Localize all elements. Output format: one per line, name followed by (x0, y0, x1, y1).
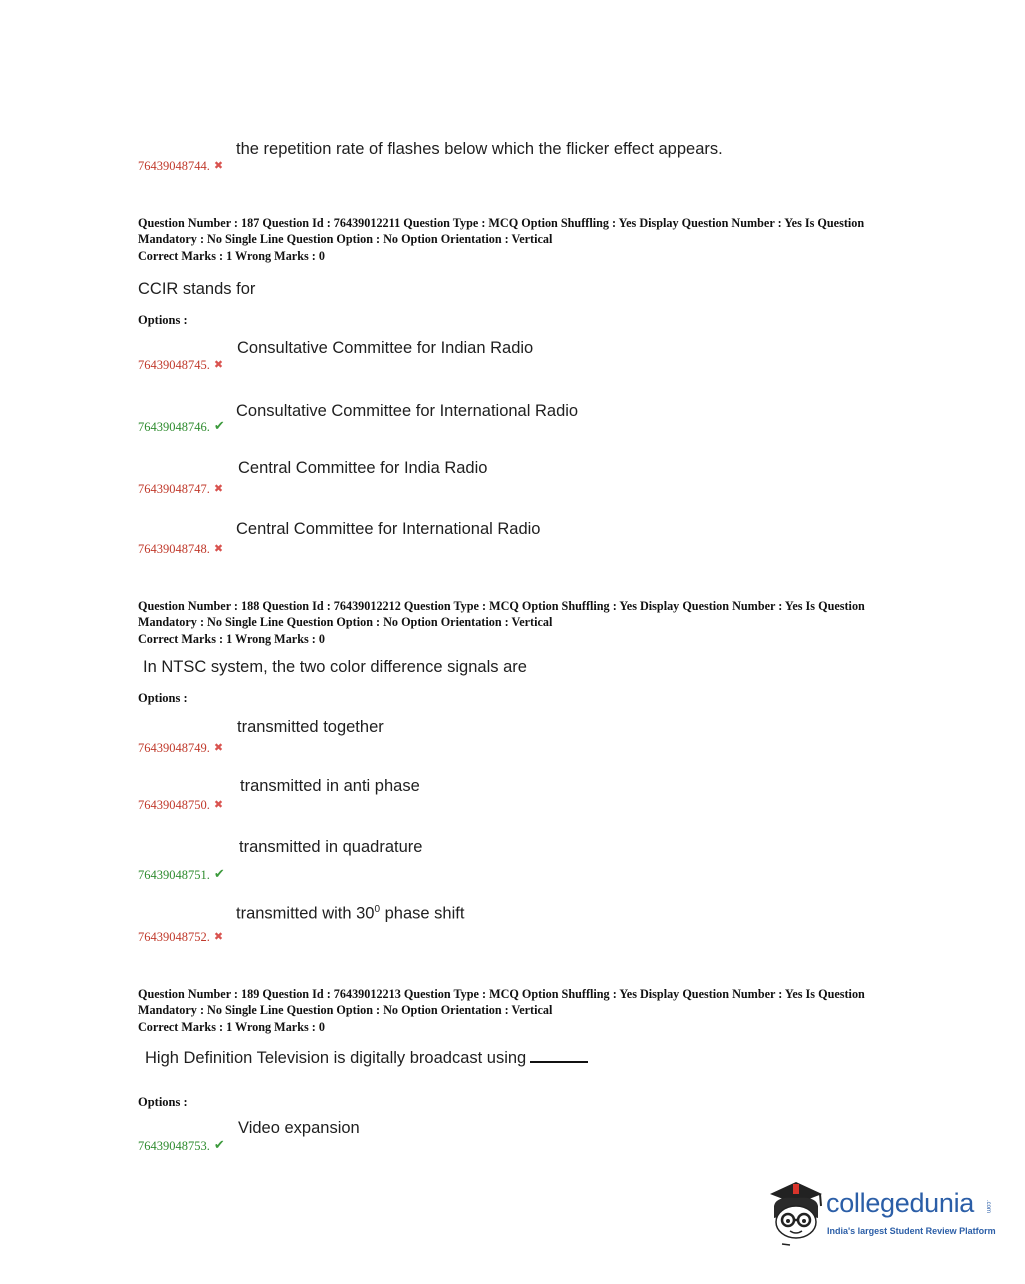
option-text: the repetition rate of flashes below which the flicker effect appears. (236, 140, 723, 158)
options-label: Options : (138, 1095, 188, 1109)
question-marks: Correct Marks : 1 Wrong Marks : 0 (138, 249, 325, 263)
option-id-label: 76439048745. (138, 358, 210, 372)
check-icon: ✔ (213, 418, 225, 433)
options-label: Options : (138, 691, 188, 705)
option-text: transmitted in quadrature (239, 838, 423, 856)
option-text-main: transmitted with 30 (236, 904, 375, 923)
option-text: Consultative Committee for International Radio (236, 402, 579, 420)
option-id (138, 482, 223, 497)
question-meta: Question Number : 189 Question Id : 76439012213 Question Type : MCQ Option Shuffling : Yes Display Question Number : Yes Is Question Mandatory : No Single Line Question Option : No Option Orientation : Vertical (138, 987, 865, 1017)
logo-wordmark: collegedunia (826, 1188, 975, 1218)
options-label: Options : (138, 313, 188, 327)
question-marks: Correct Marks : 1 Wrong Marks : 0 (138, 1020, 325, 1034)
option-id (138, 159, 223, 174)
option-id-label: 76439048751. (138, 868, 210, 882)
cross-icon: ✖ (213, 160, 224, 172)
option-text-tail: phase shift (380, 904, 465, 923)
logo-domain: .com (985, 1200, 991, 1214)
logo-tagline: India's largest Student Review Platform (827, 1226, 996, 1236)
question-text: CCIR stands for (138, 280, 256, 298)
cross-icon: ✖ (213, 543, 224, 555)
cross-icon: ✖ (213, 742, 224, 754)
cross-icon: ✖ (213, 931, 224, 943)
cross-icon: ✖ (213, 799, 224, 811)
question-text: In NTSC system, the two color difference signals are (143, 658, 527, 676)
option-text: transmitted together (237, 718, 384, 736)
check-icon: ✔ (213, 1137, 225, 1152)
option-text: Central Committee for International Radio (236, 520, 541, 538)
question-meta: Question Number : 187 Question Id : 76439012211 Question Type : MCQ Option Shuffling : Yes Display Question Number : Yes Is Question Mandatory : No Single Line Question Option : No Option Orientation : Vertical (138, 216, 865, 246)
option-text: Video expansion (238, 1119, 360, 1137)
option-id-label: 76439048746. (138, 420, 210, 434)
option-text: Consultative Committee for Indian Radio (237, 339, 534, 357)
question-text-main: High Definition Television is digitally broadcast using (145, 1049, 527, 1067)
option-id (138, 542, 223, 557)
option-text (236, 904, 464, 924)
option-id-label: 76439048749. (138, 741, 210, 755)
option-id-label: 76439048747. (138, 482, 210, 496)
option-id (138, 866, 225, 883)
option-id (138, 930, 223, 945)
fill-in-blank (530, 1049, 588, 1063)
cross-icon: ✖ (213, 483, 224, 495)
option-id (138, 798, 223, 813)
question-meta: Question Number : 188 Question Id : 76439012212 Question Type : MCQ Option Shuffling : Yes Display Question Number : Yes Is Question Mandatory : No Single Line Question Option : No Option Orientation : Vertical (138, 599, 865, 629)
cross-icon: ✖ (213, 359, 224, 371)
option-id (138, 1137, 225, 1154)
collegedunia-logo (766, 1176, 996, 1248)
option-text: Central Committee for India Radio (238, 459, 488, 477)
option-text-superscript: 0 (374, 904, 381, 915)
question-marks: Correct Marks : 1 Wrong Marks : 0 (138, 632, 325, 646)
option-id-label: 76439048750. (138, 798, 210, 812)
option-id (138, 741, 223, 756)
option-id (138, 358, 223, 373)
option-text: transmitted in anti phase (240, 777, 420, 795)
check-icon: ✔ (213, 866, 225, 881)
mascot-icon (766, 1176, 826, 1248)
option-id (138, 418, 225, 435)
option-id-label: 76439048753. (138, 1139, 210, 1153)
option-id-label: 76439048752. (138, 930, 210, 944)
option-id-label: 76439048748. (138, 542, 210, 556)
question-text (145, 1049, 588, 1068)
option-id-label: 76439048744. (138, 159, 210, 173)
